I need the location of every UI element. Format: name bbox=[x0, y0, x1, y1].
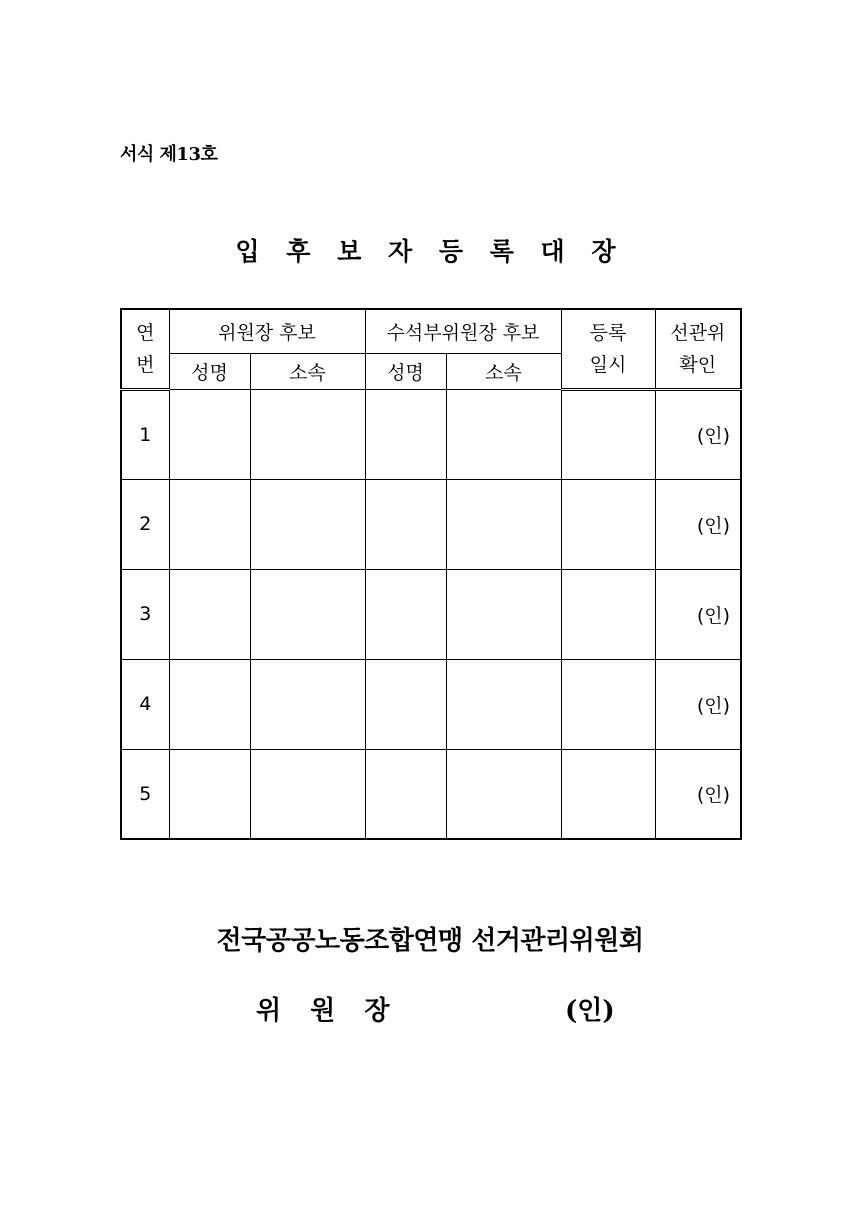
registration-datetime-cell[interactable] bbox=[561, 479, 655, 569]
registration-table bbox=[120, 308, 742, 840]
form-number: 서식 제13호 bbox=[120, 144, 218, 165]
header-chair-candidate: 위원장 후보 bbox=[169, 309, 365, 353]
header-registration-datetime: 등록 일시 bbox=[561, 309, 655, 389]
registration-datetime-cell[interactable] bbox=[561, 749, 655, 839]
vice-affiliation-cell[interactable] bbox=[446, 569, 561, 659]
vice-name-cell[interactable] bbox=[365, 479, 446, 569]
chair-name-cell[interactable] bbox=[169, 479, 250, 569]
table-row bbox=[121, 479, 741, 569]
vice-affiliation-cell[interactable] bbox=[446, 479, 561, 569]
chair-name-cell[interactable] bbox=[169, 749, 250, 839]
registration-datetime-cell[interactable] bbox=[561, 659, 655, 749]
vice-affiliation-cell[interactable] bbox=[446, 659, 561, 749]
header-vice-name: 성명 bbox=[365, 353, 446, 389]
row-number: 5 bbox=[121, 749, 169, 839]
chair-affiliation-cell[interactable] bbox=[250, 749, 365, 839]
table-row bbox=[121, 569, 741, 659]
confirmation-seal: (인) bbox=[655, 479, 741, 569]
table-row bbox=[121, 659, 741, 749]
vice-name-cell[interactable] bbox=[365, 749, 446, 839]
chair-affiliation-cell[interactable] bbox=[250, 659, 365, 749]
vice-affiliation-cell[interactable] bbox=[446, 749, 561, 839]
confirmation-seal: (인) bbox=[655, 659, 741, 749]
vice-name-cell[interactable] bbox=[365, 659, 446, 749]
chair-label: 위 원 장 bbox=[256, 996, 400, 1026]
chair-affiliation-cell[interactable] bbox=[250, 389, 365, 479]
registration-datetime-cell[interactable] bbox=[561, 389, 655, 479]
chair-name-cell[interactable] bbox=[169, 389, 250, 479]
header-chair-affiliation: 소속 bbox=[250, 353, 365, 389]
header-vice-chair-candidate: 수석부위원장 후보 bbox=[365, 309, 561, 353]
header-committee-confirmation: 선관위 확인 bbox=[655, 309, 741, 389]
table-row bbox=[121, 389, 741, 479]
chair-name-cell[interactable] bbox=[169, 659, 250, 749]
vice-name-cell[interactable] bbox=[365, 569, 446, 659]
row-number: 1 bbox=[121, 389, 169, 479]
chair-affiliation-cell[interactable] bbox=[250, 479, 365, 569]
registration-datetime-cell[interactable] bbox=[561, 569, 655, 659]
table-row bbox=[121, 749, 741, 839]
confirmation-seal: (인) bbox=[655, 749, 741, 839]
confirmation-seal: (인) bbox=[655, 389, 741, 479]
page-title: 입 후 보 자 등 록 대 장 bbox=[235, 237, 625, 266]
row-number: 4 bbox=[121, 659, 169, 749]
chair-seal: (인) bbox=[565, 996, 615, 1026]
header-serial-number: 연 번 bbox=[121, 309, 169, 389]
vice-affiliation-cell[interactable] bbox=[446, 389, 561, 479]
confirmation-seal: (인) bbox=[655, 569, 741, 659]
header-vice-affiliation: 소속 bbox=[446, 353, 561, 389]
organization-name: 전국공공노동조합연맹 선거관리위원회 bbox=[216, 926, 644, 956]
header-chair-name: 성명 bbox=[169, 353, 250, 389]
chair-affiliation-cell[interactable] bbox=[250, 569, 365, 659]
chair-name-cell[interactable] bbox=[169, 569, 250, 659]
row-number: 2 bbox=[121, 479, 169, 569]
vice-name-cell[interactable] bbox=[365, 389, 446, 479]
row-number: 3 bbox=[121, 569, 169, 659]
